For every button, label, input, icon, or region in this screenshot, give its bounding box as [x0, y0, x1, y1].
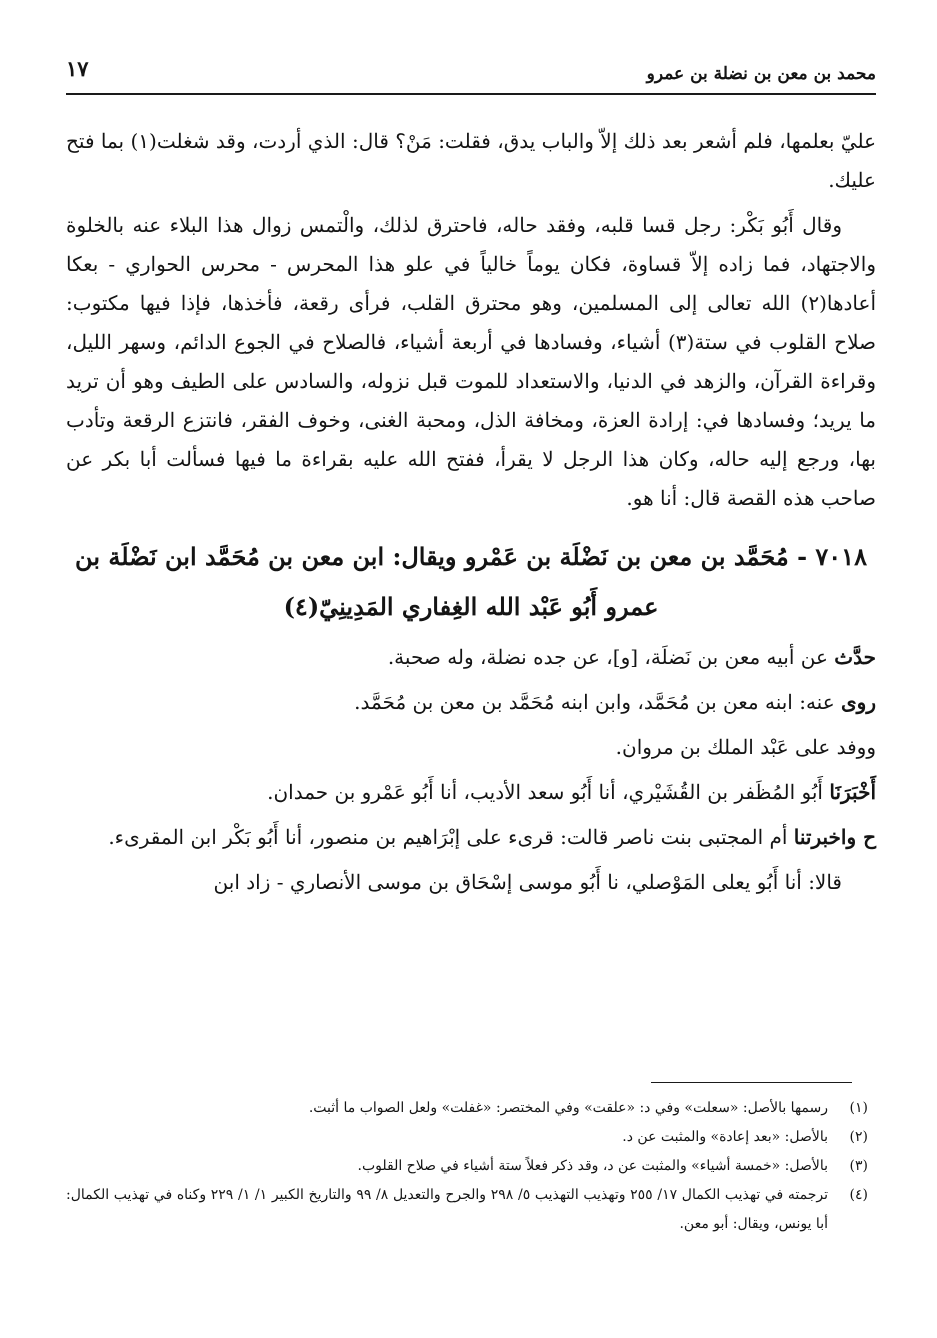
page-number: ١٧	[66, 56, 89, 81]
footnote-number: (١)	[849, 1100, 868, 1116]
line-haddath	[66, 638, 876, 677]
ha-keyword: ح واخبرتنا	[793, 825, 876, 849]
rawa-keyword: روى	[841, 690, 876, 714]
line-wafada: ووفد على عَبْد الملك بن مروان.	[615, 735, 876, 759]
footnotes	[66, 1094, 868, 1239]
footnote-text: ترجمته في تهذيب الكمال ١٧/ ٢٥٥ وتهذيب التهذيب ٥/ ٢٩٨ والجرح والتعديل ٨/ ٩٩ والتاريخ الكبير ١/ ١/ ٢٢٩ وكناه في تهذيب الكمال: أبا يونس، ويقال: أبو معن.	[66, 1187, 829, 1232]
footnote-3	[66, 1152, 868, 1181]
footnote-text: رسمها بالأصل: «سعلت» وفي د: «علقت» وفي المختصر: «غفلت» ولعل الصواب ما أثبت.	[308, 1100, 828, 1116]
running-title: محمد بن معن بن نضلة بن عمرو	[646, 64, 876, 84]
paragraph-continuation: عليّ بعلمها، فلم أشعر بعد ذلك إلاّ والباب يدق، فقلت: مَنْ؟ قال: الذي أردت، وقد شغلت(١) بما فتح عليك.	[66, 129, 876, 192]
akhbarana-keyword: أَخْبَرَنَا	[829, 780, 876, 804]
footnote-number: (٣)	[849, 1158, 868, 1174]
footnote-number: (٢)	[849, 1129, 868, 1145]
rawa-text: عنه: ابنه معن بن مُحَمَّد، وابن ابنه مُحَمَّد بن معن بن مُحَمَّد.	[354, 690, 842, 714]
line-rawa	[66, 683, 876, 722]
main-text	[66, 122, 876, 908]
footnote-2	[66, 1123, 868, 1152]
header-rule	[66, 93, 876, 95]
ha-text: أم المجتبى بنت ناصر قالت: قرىء على إبْرَاهيم بن منصور، أنا أَبُو بَكْر ابن المقرىء.	[108, 825, 794, 849]
footnote-text: بالأصل: «خمسة أشياء» والمثبت عن د، وقد ذكر فعلاً ستة أشياء في صلاح القلوب.	[357, 1158, 828, 1174]
footnote-text: بالأصل: «بعد إعادة» والمثبت عن د.	[622, 1129, 828, 1145]
footnote-4	[66, 1181, 868, 1239]
entry-heading: ٧٠١٨ - مُحَمَّد بن معن بن نَضْلَة بن عَمْرو ويقال: ابن معن بن مُحَمَّد ابن نَضْلَة بن عمرو أَبُو عَبْد الله الغِفاري المَدِينِيّ(٤)	[75, 542, 867, 621]
haddath-text: عن أبيه معن بن نَضلَة، [و]، عن جده نضلة، وله صحبة.	[387, 645, 835, 669]
line-qala: قالا: أنا أَبُو يعلى المَوْصلي، نا أَبُو موسى إسْحَاق بن موسى الأنصاري - زاد ابن	[213, 870, 842, 894]
footnote-number: (٤)	[849, 1187, 868, 1203]
line-akhbarana	[66, 773, 876, 812]
page-header	[66, 50, 876, 94]
line-ha	[66, 818, 876, 857]
paragraph-abu-bakr-story: وقال أَبُو بَكْر: رجل قسا قلبه، وفقد حاله، فاحترق لذلك، والْتمس زوال هذا البلاء عنه بالخلوة والاجتهاد، فما زاده إلاّ قساوة، فكان يوماً خالياً في علو هذا المحرس - محرس الحواري - بعكا أعادها(٢) الله تعالى إلى المسلمين، وهو محترق القلب، فرأى رقعة، فأخذها، فإذا فيها مكتوب: صلاح القلوب في ستة(٣) أشياء، وفسادها في أربعة أشياء، فالصلاح في الجوع الدائم، وسهر الليل، وقراءة القرآن، والزهد في الدنيا، والاستعداد للموت قبل نزوله، والسادس على الطيف وهو أن تريد ما يريد؛ وفسادها في: إرادة العزة، ومخافة الذل، ومحبة الغنى، وخوف الفقر، فانتزع الرقعة وتأدب بها، ورجع إليه حاله، وكان هذا الرجل لا يقرأ، ففتح الله عليه بقراءة ما فيها فسألت أبا بكر عن صاحب هذه القصة قال: أنا هو.	[66, 213, 877, 510]
footnote-rule	[651, 1082, 852, 1083]
footnote-1	[66, 1094, 868, 1123]
haddath-keyword: حدَّث	[834, 645, 876, 669]
akhbarana-text: أَبُو المُظَفر بن القُشَيْري، أنا أَبُو سعد الأديب، أنا أَبُو عَمْرو بن حمدان.	[267, 780, 830, 804]
